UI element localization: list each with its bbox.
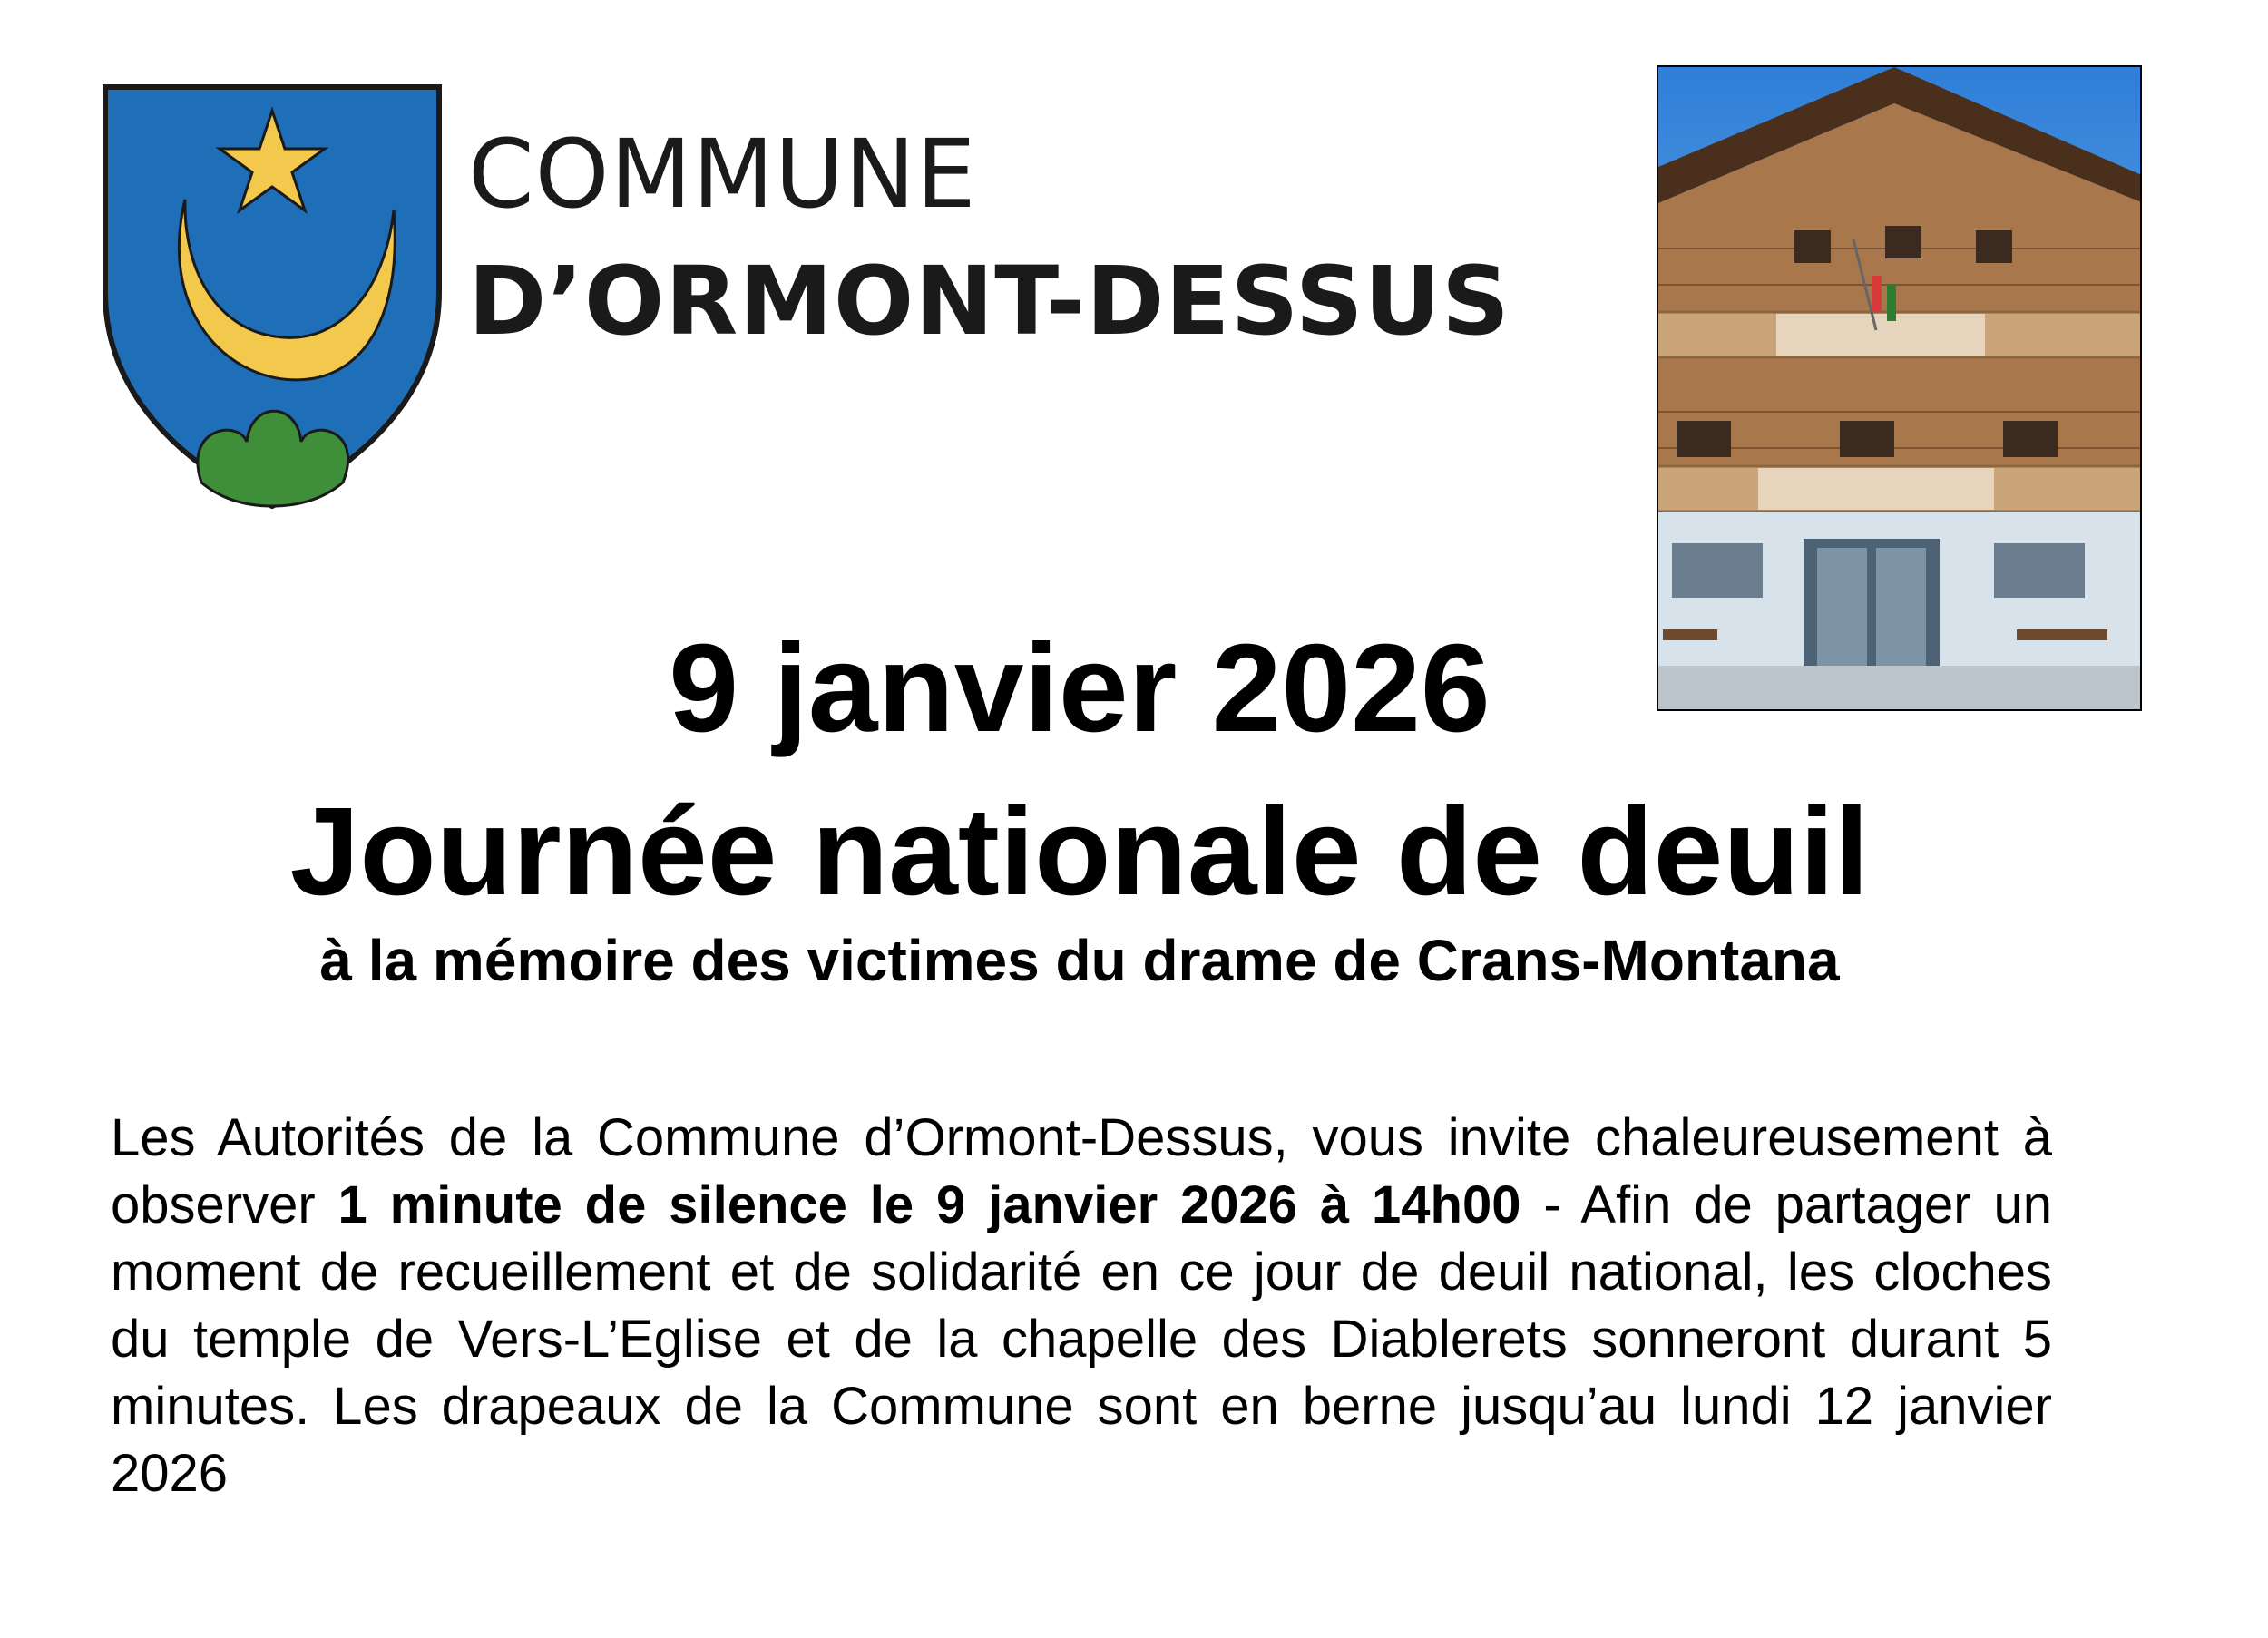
notice-date-title: 9 janvier 2026: [669, 619, 1491, 758]
notice-subtitle: à la mémoire des victimes du drame de Crans-Montana: [319, 928, 1840, 993]
commune-name-line2: D’ORMONT-DESSUS: [468, 246, 1510, 356]
town-hall-photo: [1657, 65, 2142, 711]
commune-name-line1: COMMUNE: [468, 119, 977, 229]
notice-body-part2: - Afin de partager un moment de recueillement et de solidarité en ce jour de deuil national, les cloches du temple de Vers-L’Eglise et de la chapelle des Diablerets sonneront durant 5 minutes. Les drapeaux de la Commune sont en berne jusqu’au lundi 12 janvier 2026: [111, 1175, 2052, 1503]
notice-body-highlight: 1 minute de silence le 9 janvier 2026 à 14h00: [337, 1175, 1521, 1234]
coat-of-arms-icon: [102, 83, 443, 510]
notice-body: [111, 1105, 2052, 1507]
notice-main-title: Journée nationale de deuil: [289, 782, 1870, 921]
notice-body-part1: Les Autorités de la Commune d’Ormont-Dessus, vous invite chaleureusement à observer: [111, 1108, 2052, 1234]
commune-name: [468, 119, 1510, 356]
